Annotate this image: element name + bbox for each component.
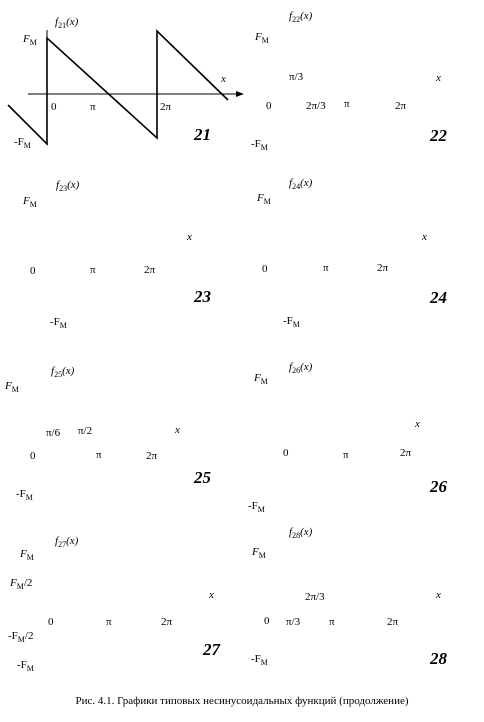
graph-22-tick-0: 0 bbox=[266, 100, 272, 112]
graph-22-tick-pi: π bbox=[344, 98, 350, 110]
graph-25-x-label: x bbox=[175, 424, 180, 436]
graph-28-tick-2pi: 2π bbox=[387, 616, 399, 628]
graph-22-neg-fm-label: $-F_M$ bbox=[251, 138, 268, 153]
graph-26-neg-fm-label: $-F_M$ bbox=[248, 500, 265, 515]
graph-23-number: 23 bbox=[194, 287, 211, 306]
graph-22-title: $f_{22}(x)$ bbox=[289, 10, 313, 25]
graph-21-tick-0: 0 bbox=[51, 101, 57, 113]
graph-23-x-label: x bbox=[187, 231, 192, 243]
graph-25-title: $f_{25}(x)$ bbox=[51, 365, 75, 380]
graph-28-number: 28 bbox=[430, 649, 447, 668]
graph-27-half-fm-label: $F_M/2$ bbox=[10, 577, 33, 592]
figure-caption: Рис. 4.1. Графики типовых несинусоидальных функций (продолжение) bbox=[75, 695, 409, 707]
graph-24-neg-fm-label: $-F_M$ bbox=[283, 315, 300, 330]
graph-28-tick-0: 0 bbox=[264, 615, 270, 627]
graph-26-tick-pi: π bbox=[343, 449, 349, 461]
graph-25-neg-fm-label: $-F_M$ bbox=[16, 488, 33, 503]
graph-25-tick-2pi: 2π bbox=[146, 450, 158, 462]
graph-28-tick-2pi-3: 2π/3 bbox=[305, 591, 325, 603]
graph-23-title: $f_{23}(x)$ bbox=[56, 179, 80, 194]
graph-28-tick-pi: π bbox=[329, 616, 335, 628]
graph-22-fm-label: $F_M$ bbox=[255, 31, 269, 46]
graph-28-title: $f_{28}(x)$ bbox=[289, 526, 313, 541]
graph-24-tick-2pi: 2π bbox=[377, 262, 389, 274]
graph-27-number: 27 bbox=[203, 640, 220, 659]
graph-24-x-label: x bbox=[422, 231, 427, 243]
graph-25-tick-pi-6: π/6 bbox=[46, 427, 61, 439]
graph-24-title: $f_{24}(x)$ bbox=[289, 177, 313, 192]
graph-24-fm-label: $F_M$ bbox=[257, 192, 271, 207]
graph-26-fm-label: $F_M$ bbox=[254, 372, 268, 387]
graph-21-neg-fm-label: $-F_M$ bbox=[14, 136, 31, 151]
graph-21-x-arrow bbox=[236, 91, 244, 97]
graph-26-tick-2pi: 2π bbox=[400, 447, 412, 459]
graph-22-tick-pi-3: π/3 bbox=[289, 71, 304, 83]
graph-28-tick-pi-3: π/3 bbox=[286, 616, 301, 628]
graph-21-number: 21 bbox=[194, 125, 211, 144]
graph-22-tick-2pi-3: 2π/3 bbox=[306, 100, 326, 112]
graph-21-tick-2pi: 2π bbox=[160, 101, 172, 113]
graph-26-title: $f_{26}(x)$ bbox=[289, 361, 313, 376]
graph-28-x-label: x bbox=[436, 589, 441, 601]
graph-25-tick-pi-2: π/2 bbox=[78, 425, 93, 437]
graph-27-neg-half-fm-label: $-F_M/2$ bbox=[8, 630, 34, 645]
graph-25-tick-pi: π bbox=[96, 449, 102, 461]
graph-28-neg-fm-label: $-F_M$ bbox=[251, 653, 268, 668]
graph-27-tick-pi: π bbox=[106, 616, 112, 628]
graph-24-tick-pi: π bbox=[323, 262, 329, 274]
graph-23-tick-2pi: 2π bbox=[144, 264, 156, 276]
graph-26-tick-0: 0 bbox=[283, 447, 289, 459]
graph-23-fm-label: $F_M$ bbox=[23, 195, 37, 210]
graph-23-neg-fm-label: $-F_M$ bbox=[50, 316, 67, 331]
graph-25-number: 25 bbox=[194, 468, 211, 487]
graph-24-number: 24 bbox=[430, 288, 447, 307]
graph-26-x-label: x bbox=[415, 418, 420, 430]
graph-27-title: $f_{27}(x)$ bbox=[55, 535, 79, 550]
graph-25-fm-label: $F_M$ bbox=[5, 380, 19, 395]
graph-21-x-label: x bbox=[221, 73, 226, 85]
graph-27-neg-fm-label: $-F_M$ bbox=[17, 659, 34, 674]
graph-21-fm-label: $F_M$ bbox=[23, 33, 37, 48]
graph-27-tick-0: 0 bbox=[48, 616, 54, 628]
graph-27-fm-label: $F_M$ bbox=[20, 548, 34, 563]
graph-25-tick-0: 0 bbox=[30, 450, 36, 462]
graph-21-title: $f_{21}(x)$ bbox=[55, 16, 79, 31]
graph-22-number: 22 bbox=[430, 126, 447, 145]
graph-24-tick-0: 0 bbox=[262, 263, 268, 275]
graph-22-tick-2pi: 2π bbox=[395, 100, 407, 112]
graph-23-tick-pi: π bbox=[90, 264, 96, 276]
graph-28-fm-label: $F_M$ bbox=[252, 546, 266, 561]
graph-21-tick-pi: π bbox=[90, 101, 96, 113]
graph-27-x-label: x bbox=[209, 589, 214, 601]
graph-22-x-label: x bbox=[436, 72, 441, 84]
graph-27-tick-2pi: 2π bbox=[161, 616, 173, 628]
graph-26-number: 26 bbox=[430, 477, 447, 496]
graph-23-tick-0: 0 bbox=[30, 265, 36, 277]
